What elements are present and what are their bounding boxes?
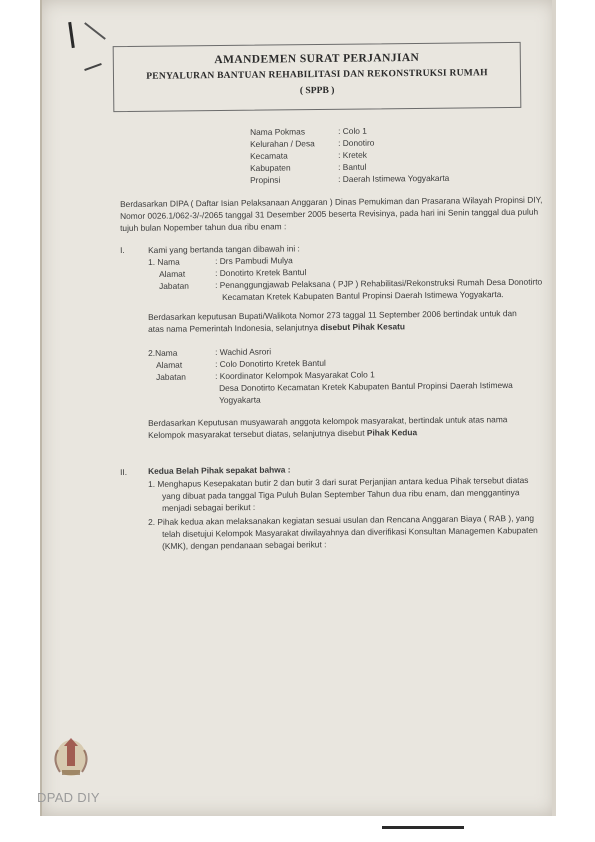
consensus-text: Kelompok masyarakat tersebut diatas, selanjutnya disebut bbox=[148, 427, 367, 440]
info-value: : Colo 1 bbox=[338, 125, 367, 136]
section-numeral: I. bbox=[120, 244, 125, 255]
decree-line: Berdasarkan keputusan Bupati/Walikota Nomor 273 taggal 11 September 2006 bertindak untuk dan bbox=[148, 308, 517, 322]
party2-position-value: Yogyakarta bbox=[219, 394, 261, 405]
party1-address-label: Alamat bbox=[159, 268, 186, 279]
footer-scan-mark bbox=[382, 826, 464, 829]
paper-sheet bbox=[40, 0, 556, 816]
document-code: ( SPPB ) bbox=[299, 84, 335, 97]
party2-position-value: : Koordinator Kelompok Masyarakat Colo 1 bbox=[215, 369, 375, 381]
section-numeral: II. bbox=[120, 466, 128, 477]
party2-designation: Pihak Kedua bbox=[366, 427, 418, 438]
info-label: Kecamata bbox=[250, 150, 288, 161]
party2-address-label: Alamat bbox=[156, 359, 183, 370]
paper-edge bbox=[40, 0, 42, 816]
party2-position-label: Jabatan bbox=[156, 371, 186, 382]
watermark: DPAD DIY bbox=[37, 790, 100, 805]
info-label: Kelurahan / Desa bbox=[250, 138, 315, 149]
paper-right-edge bbox=[552, 0, 556, 816]
party1-position-label: Jabatan bbox=[159, 280, 189, 291]
item2-line: telah disetujui Kelompok Masyarakat diwilayahnya dan diverifikasi Konsultan Managemen Kabupaten bbox=[162, 525, 538, 539]
document-subtitle: PENYALURAN BANTUAN REHABILITASI DAN REKONSTRUKSI RUMAH bbox=[146, 67, 488, 82]
party2-position-value: Desa Donotirto Kecamatan Kretek Kabupaten Bantul Propinsi Daerah Istimewa bbox=[219, 379, 513, 393]
item1-line: menjadi sebagai berikut : bbox=[162, 502, 256, 513]
consensus-line: Berdasarkan Keputusan musyawarah anggota kelompok masyarakat, bertindak untuk atas nama bbox=[148, 414, 508, 428]
info-label: Propinsi bbox=[250, 174, 281, 185]
party2-name-label: 2.Nama bbox=[148, 347, 178, 358]
info-value: : Bantul bbox=[338, 161, 367, 172]
section-lead: Kami yang bertanda tangan dibawah ini : bbox=[148, 243, 300, 255]
party2-name-value: : Wachid Asrori bbox=[215, 346, 272, 357]
item2-line: 2. Pihak kedua akan melaksanakan kegiatan sesuai usulan dan Rencana Anggaran Biaya ( RAB ), yang bbox=[148, 512, 535, 527]
party1-position-value: Kecamatan Kretek Kabupaten Bantul Propinsi Daerah Istimewa Yogyakarta. bbox=[222, 289, 504, 302]
info-label: Kabupaten bbox=[250, 162, 291, 173]
info-value: : Daerah Istimewa Yogyakarta bbox=[338, 172, 450, 184]
info-value: : Kretek bbox=[338, 149, 367, 160]
item1-line: 1. Menghapus Kesepakatan butir 2 dan butir 3 dari surat Perjanjian antara kedua Pihak tersebut diatas bbox=[148, 475, 529, 489]
party1-name-value: : Drs Pambudi Mulya bbox=[215, 255, 293, 266]
info-value: : Donotiro bbox=[338, 137, 375, 148]
item2-line: (KMK), dengan pendanaan sebagai berikut : bbox=[162, 539, 327, 551]
item1-line: yang dibuat pada tanggal Tiga Puluh Bulan September Tahun dua ribu enam, dan menggantinya bbox=[162, 487, 520, 501]
decree-text: atas nama Pemerintah Indonesia, selanjutnya bbox=[148, 322, 321, 334]
document-title: AMANDEMEN SURAT PERJANJIAN bbox=[214, 51, 420, 67]
section-lead: Kedua Belah Pihak sepakat bahwa : bbox=[148, 464, 291, 476]
title-box bbox=[113, 42, 522, 112]
party1-address-value: : Donotirto Kretek Bantul bbox=[215, 267, 307, 278]
intro-line: Berdasarkan DIPA ( Daftar Isian Pelaksanaan Anggaran ) Dinas Pemukiman dan Prasarana Wilayah Propinsi DIY, bbox=[120, 194, 543, 209]
party1-name-label: 1. Nama bbox=[148, 256, 180, 267]
info-label: Nama Pokmas bbox=[250, 126, 306, 137]
party1-designation: disebut Pihak Kesatu bbox=[320, 321, 406, 333]
party2-address-value: : Colo Donotirto Kretek Bantul bbox=[215, 357, 326, 369]
yogyakarta-seal-icon bbox=[48, 732, 94, 782]
intro-line: Nomor 0026.1/062-3/-/2065 tanggal 31 Desember 2005 beserta Revisinya, pada hari ini Senin tanggal dua puluh bbox=[120, 206, 539, 221]
intro-line: tujuh bulan Nopember tahun dua ribu enam : bbox=[120, 221, 287, 233]
party1-position-value: : Penanggungjawab Pelaksana ( PJP ) Rehabilitasi/Rekonstruksi Rumah Desa Donotirto bbox=[215, 276, 543, 290]
